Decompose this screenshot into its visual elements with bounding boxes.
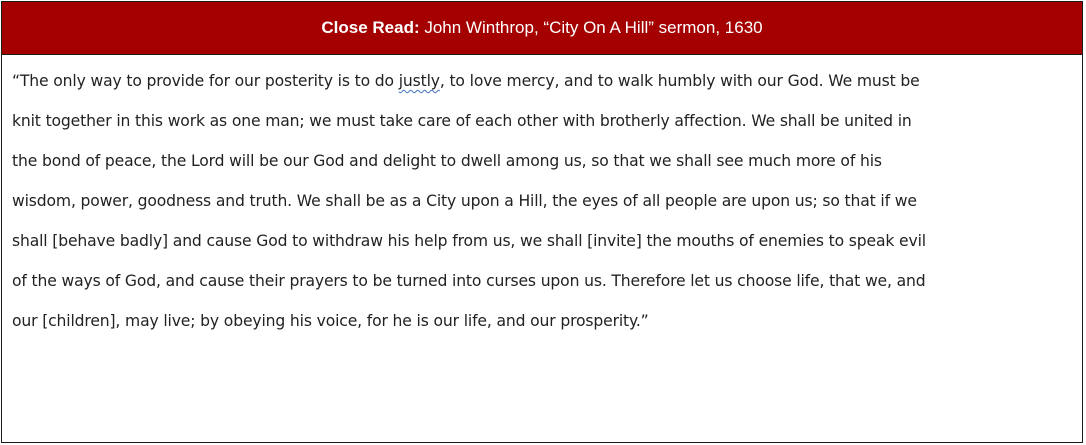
passage-line-7: our [children], may live; by obeying his voice, for he is our life, and our prosperity.” xyxy=(12,312,649,330)
passage-line-1-start: “The only way to provide for our posterity is to do xyxy=(12,72,399,90)
spellcheck-flagged-word[interactable]: justly xyxy=(398,72,440,90)
passage-line-2: knit together in this work as one man; we must take care of each other with brotherly affection. We shall be united in xyxy=(12,112,912,130)
close-read-header xyxy=(2,2,1082,55)
close-read-box xyxy=(1,1,1083,443)
sermon-passage xyxy=(2,55,1082,347)
passage-line-5: shall [behave badly] and cause God to withdraw his help from us, we shall [invite] the mouths of enemies to speak evil xyxy=(12,232,926,250)
passage-line-6: of the ways of God, and cause their prayers to be turned into curses upon us. Therefore let us choose life, that we, and xyxy=(12,272,926,290)
sermon-title: John Winthrop, “City On A Hill” sermon, 1630 xyxy=(419,18,763,37)
passage-line-1-end: , to love mercy, and to walk humbly with our God. We must be xyxy=(439,72,920,90)
passage-line-4: wisdom, power, goodness and truth. We shall be as a City upon a Hill, the eyes of all people are upon us; so that if we xyxy=(12,192,917,210)
close-read-label: Close Read: xyxy=(321,18,420,37)
passage-line-3: the bond of peace, the Lord will be our God and delight to dwell among us, so that we shall see much more of his xyxy=(12,152,882,170)
